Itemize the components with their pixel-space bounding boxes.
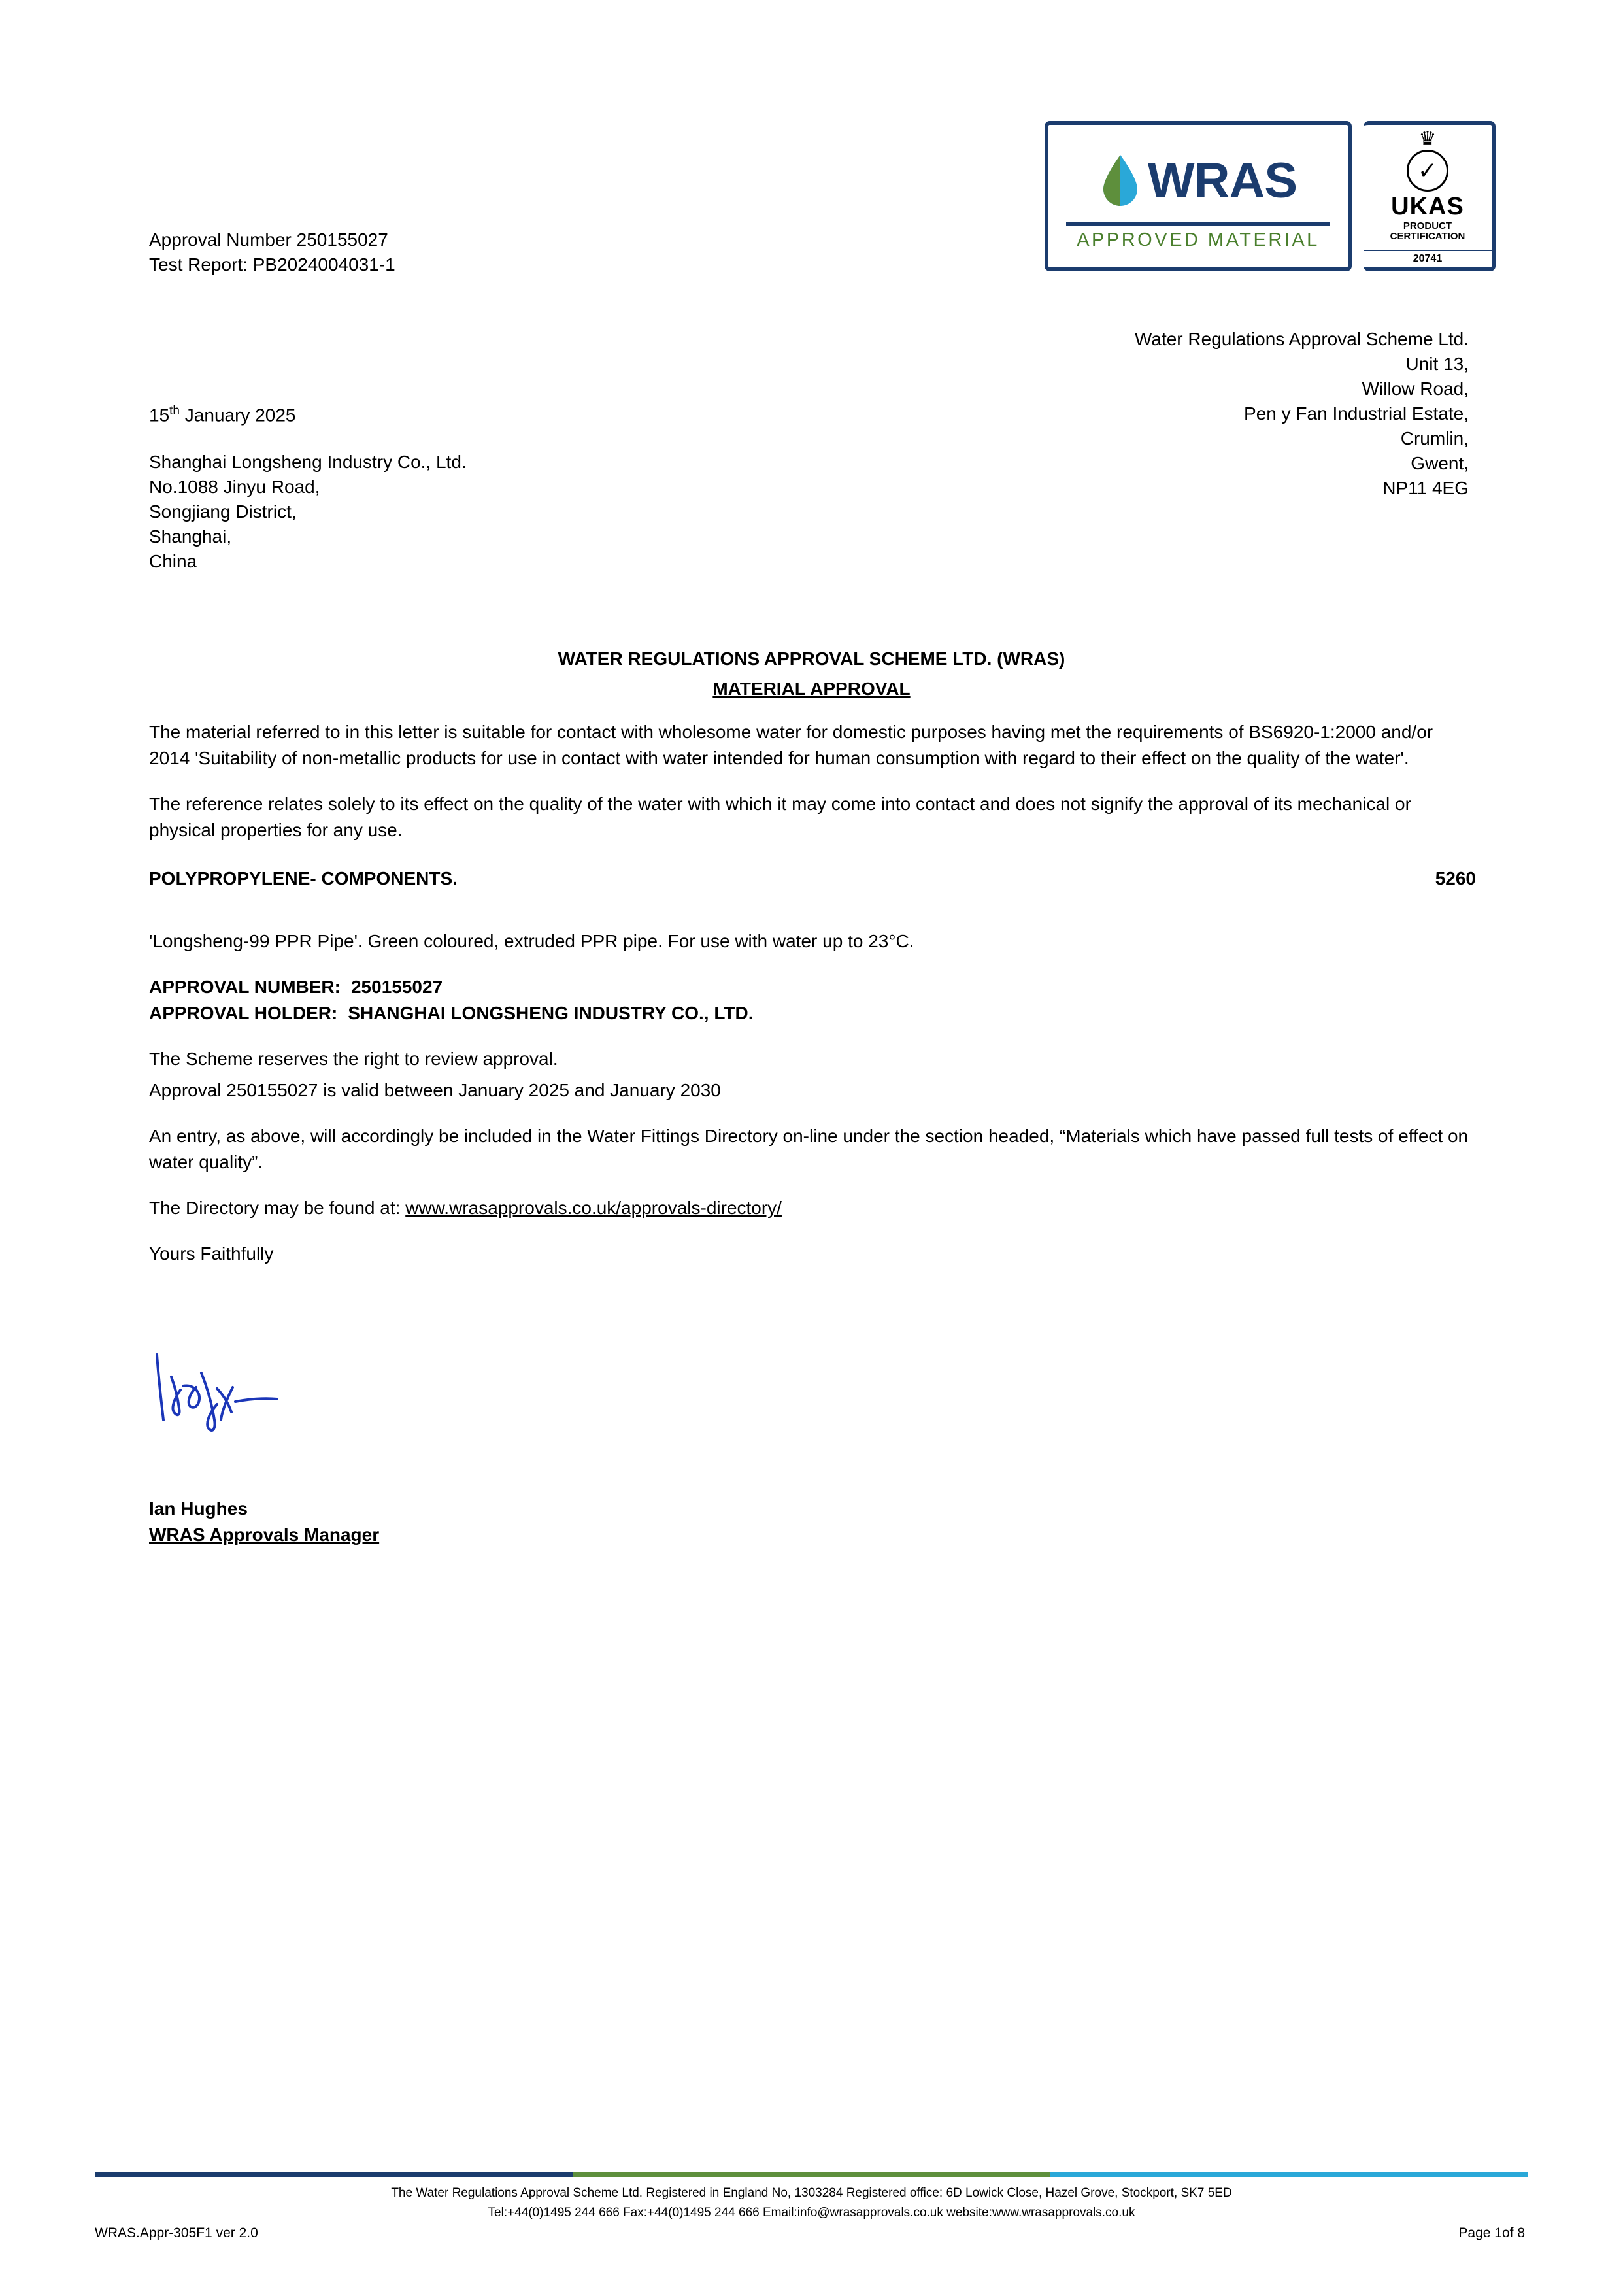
- document-title: [0, 644, 1623, 704]
- footer-divider: [95, 2172, 1528, 2177]
- letter-date: [149, 399, 295, 428]
- footer-divider-cyan: [1050, 2172, 1528, 2177]
- approval-holder-row: [149, 1000, 1476, 1026]
- approval-holder-label: APPROVAL HOLDER:: [149, 1003, 338, 1023]
- footer-page-number: Page 1of 8: [1458, 2225, 1525, 2240]
- signatory-name: Ian Hughes: [149, 1498, 248, 1519]
- letter-body: [149, 719, 1476, 1287]
- wras-wordmark: WRAS: [1147, 153, 1297, 209]
- material-heading-row: [149, 866, 1476, 892]
- recipient-line-2: No.1088 Jinyu Road,: [149, 477, 320, 497]
- material-heading: POLYPROPYLENE- COMPONENTS.: [149, 868, 458, 888]
- review-line-1: The Scheme reserves the right to review approval.: [149, 1049, 558, 1069]
- scheme-address-line-5: Crumlin,: [1400, 428, 1469, 448]
- wras-logo: [1045, 121, 1352, 271]
- recipient-line-4: Shanghai,: [149, 526, 232, 547]
- ukas-subtitle-line1: PRODUCT: [1403, 220, 1452, 231]
- recipient-line-1: Shanghai Longsheng Industry Co., Ltd.: [149, 452, 467, 472]
- body-paragraph-2: The reference relates solely to its effect on the quality of the water with which it may come into contact and does not signify the approval of its mechanical or physical properties for any use.: [149, 794, 1411, 840]
- approval-number-label: APPROVAL NUMBER:: [149, 977, 341, 997]
- scheme-address-line-2: Unit 13,: [1405, 354, 1469, 374]
- scheme-address-line-3: Willow Road,: [1362, 379, 1469, 399]
- material-code: 5260: [1435, 868, 1476, 888]
- wras-divider: [1066, 222, 1330, 226]
- scheme-address-line-6: Gwent,: [1411, 453, 1469, 473]
- approval-details-block: [149, 974, 1476, 1026]
- scheme-address-block: [1135, 327, 1469, 501]
- scheme-address-line-4: Pen y Fan Industrial Estate,: [1244, 403, 1469, 424]
- water-drop-icon: [1099, 153, 1141, 209]
- wras-logo-top: [1099, 145, 1297, 217]
- directory-prefix: The Directory may be found at:: [149, 1198, 406, 1218]
- ukas-wordmark: UKAS: [1391, 193, 1464, 220]
- check-circle-icon: ✓: [1407, 150, 1448, 192]
- recipient-line-3: Songjiang District,: [149, 501, 297, 522]
- approval-number-value: 250155027: [350, 977, 443, 997]
- footer-line-1: The Water Regulations Approval Scheme Ltd. Registered in England No, 1303284 Registered office: 6D Lowick Close, Hazel Grove, Stockport, SK7 5ED: [391, 2186, 1232, 2200]
- review-line-2: Approval 250155027 is valid between January 2025 and January 2030: [149, 1080, 721, 1100]
- date-ordinal: th: [169, 404, 180, 418]
- document-title-line2: MATERIAL APPROVAL: [712, 679, 911, 699]
- directory-location-paragraph: [149, 1195, 1476, 1221]
- ukas-accreditation-number: 20741: [1364, 250, 1492, 265]
- scheme-address-line-1: Water Regulations Approval Scheme Ltd.: [1134, 329, 1469, 349]
- footer-divider-green: [573, 2172, 1050, 2177]
- recipient-line-5: China: [149, 551, 197, 571]
- test-report-line: Test Report: PB2024004031-1: [149, 254, 395, 275]
- header-logos: [1045, 121, 1496, 271]
- approval-reference-block: [149, 228, 395, 277]
- recipient-address-block: [149, 450, 467, 574]
- approval-number-row: [149, 974, 1476, 1000]
- directory-entry-paragraph: An entry, as above, will accordingly be included in the Water Fittings Directory on-line under the section headed, “Materials which have passed full tests of effect on water quality”.: [149, 1126, 1469, 1172]
- approval-holder-value: SHANGHAI LONGSHENG INDUSTRY CO., LTD.: [348, 1003, 754, 1023]
- closing-salutation: Yours Faithfully: [149, 1243, 274, 1264]
- date-day: 15: [149, 405, 170, 426]
- product-description: 'Longsheng-99 PPR Pipe'. Green coloured, extruded PPR pipe. For use with water up to 23°C.: [149, 931, 914, 951]
- directory-link[interactable]: www.wrasapprovals.co.uk/approvals-directory/: [405, 1198, 782, 1218]
- approval-number-line: Approval Number 250155027: [149, 229, 388, 250]
- ukas-subtitle-line2: CERTIFICATION: [1390, 231, 1465, 242]
- handwritten-signature: [149, 1347, 345, 1451]
- crown-icon: ♛: [1418, 128, 1437, 150]
- footer-document-ref: WRAS.Appr-305F1 ver 2.0: [95, 2225, 258, 2240]
- date-rest: January 2025: [180, 405, 296, 426]
- scheme-address-line-7: NP11 4EG: [1382, 478, 1469, 498]
- footer-line-2: Tel:+44(0)1495 244 666 Fax:+44(0)1495 244 666 Email:info@wrasapprovals.co.uk website:www.wrasapprovals.co.uk: [488, 2206, 1135, 2220]
- signatory-role: WRAS Approvals Manager: [149, 1525, 380, 1545]
- document-title-line1: WATER REGULATIONS APPROVAL SCHEME LTD. (WRAS): [558, 649, 1065, 669]
- footer-company-info: [0, 2184, 1623, 2223]
- ukas-logo: [1364, 121, 1496, 271]
- footer-divider-blue: [95, 2172, 573, 2177]
- body-paragraph-1: The material referred to in this letter is suitable for contact with wholesome water for domestic purposes having met the requirements of BS6920-1:2000 and/or 2014 'Suitability of non-metallic products for use in contact with water intended for human consumption with regard to their effect on the quality of the water'.: [149, 722, 1433, 768]
- wras-tagline: APPROVED MATERIAL: [1077, 229, 1320, 250]
